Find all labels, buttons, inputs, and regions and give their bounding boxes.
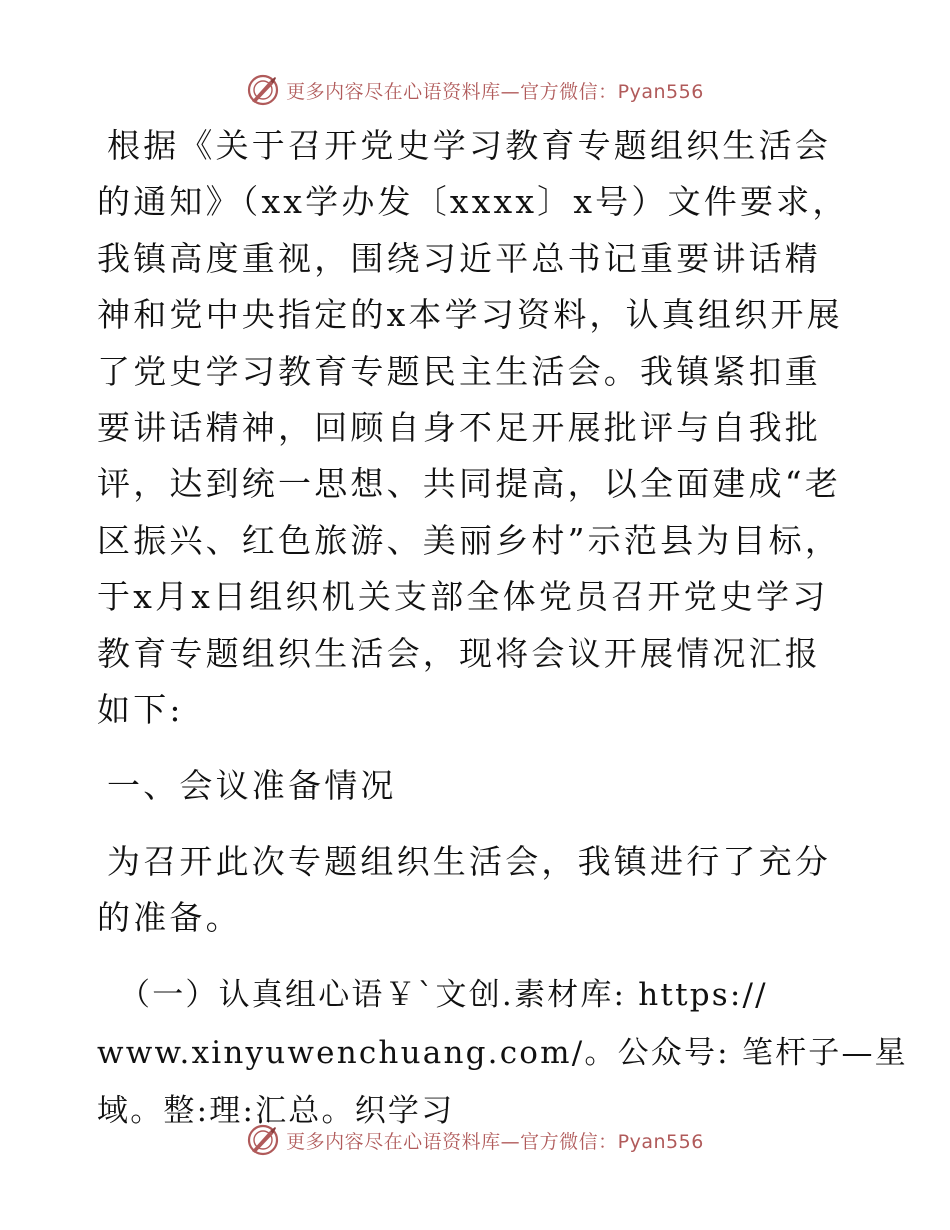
item-1-line-3: 域。整:理:汇总。织学习 [97,1093,455,1130]
preparation-paragraph: 为召开此次专题组织生活会，我镇进行了充分的准备。 [97,842,831,938]
intro-paragraph: 根据《关于召开党史学习教育专题组织生活会的通知》（xx学办发〔xxxx〕x号）文件要求，我镇高度重视，围绕习近平总书记重要讲话精神和党中央指定的x本学习资料，认真组织开展了党史学习教育专题民主生活会。我镇紧扣重要讲话精神，回顾自身不足开展批评与自我批评，达到统一思想、共同提高，以全面建成“老区振兴、红色旅游、美丽乡村”示范县为目标，于x月x日组织机关支部全体党员召开党史学习教育专题组织生活会，现将会议开展情况汇报如下: [97,126,849,730]
item-1-line-2: www.xinyuwenchuang.com/。公众号: 笔杆子—星 [97,1035,908,1072]
section-heading-1: 一、会议准备情况 [107,766,397,806]
quill-logo-icon [246,73,280,107]
quill-logo-icon [246,1123,280,1157]
footer-watermark-banner [0,1120,950,1160]
item-1-line-1: （一）认真组心语￥`文创.素材库: https:// [119,977,768,1014]
item-1-paragraph [97,966,908,1140]
watermark-text: 更多内容尽在心语资料库—官方微信：Pyan556 [286,80,704,103]
document-body [97,118,908,1140]
watermark-text: 更多内容尽在心语资料库—官方微信：Pyan556 [286,1130,704,1153]
header-watermark-banner [0,70,950,110]
